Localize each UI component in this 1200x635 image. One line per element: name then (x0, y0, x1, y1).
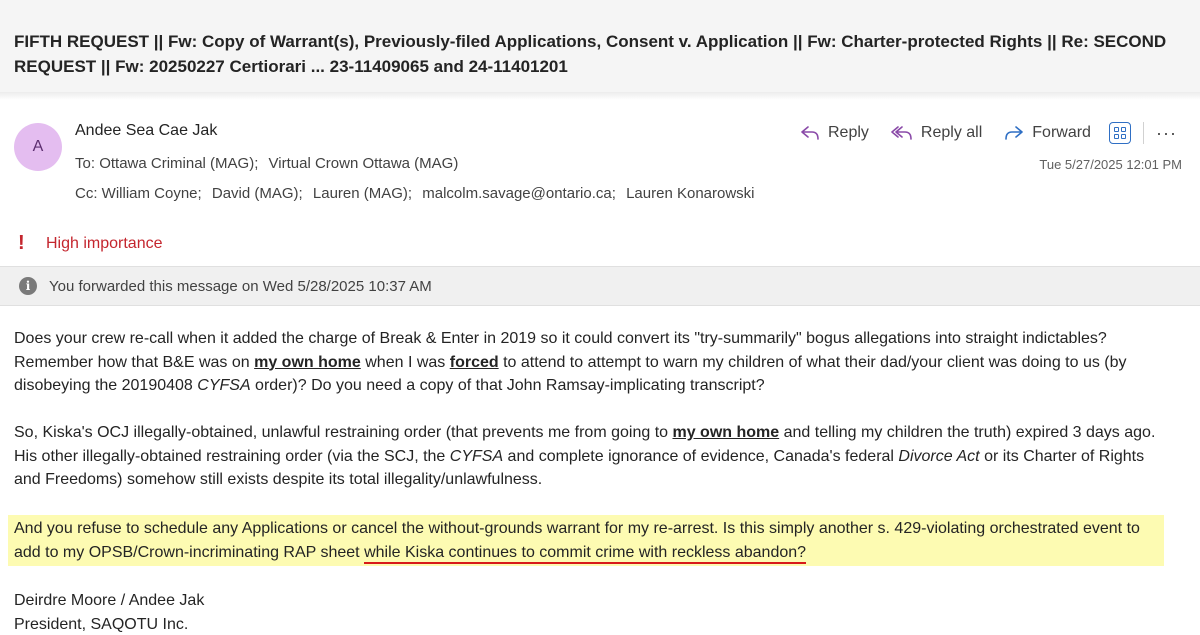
info-icon: i (19, 277, 37, 295)
body-text: Does your crew re-call when it added the charge of Break & Enter in 2019 so it could convert its "try-summarily" bogus allegations into straight indictables? Remember how that B&E was on (14, 330, 1107, 371)
importance-label: High importance (46, 234, 163, 252)
to-recipient[interactable]: Virtual Crown Ottawa (MAG) (268, 155, 459, 172)
body-bold-underlined: forced (449, 353, 499, 371)
forward-label: Forward (1032, 124, 1091, 141)
reply-all-label: Reply all (920, 124, 983, 141)
cc-recipient[interactable]: malcolm.savage@ontario.ca; (422, 185, 616, 202)
body-text: to attend to attempt to warn my children of what their dad/your client was doing to us (by disobeying the 20190408 (14, 353, 1127, 394)
message-body (14, 327, 1174, 635)
cc-line (75, 185, 761, 202)
body-paragraph (14, 327, 1174, 398)
reply-button[interactable] (800, 124, 869, 142)
body-text: order)? Do you need a copy of that John Ramsay-implicating transcript? (250, 377, 765, 394)
forward-button[interactable] (1004, 124, 1091, 142)
body-text: when I was (360, 353, 450, 371)
toolbar-divider (1143, 122, 1144, 144)
forward-icon (1004, 125, 1024, 141)
reply-label: Reply (828, 124, 869, 141)
more-icon[interactable]: ··· (1155, 122, 1177, 143)
to-label: To: (75, 155, 96, 172)
body-text: and complete ignorance of evidence, Canada's federal (503, 447, 899, 465)
subject-bar (0, 0, 1200, 92)
apps-icon[interactable] (1109, 122, 1131, 144)
body-italic: CYFSA (449, 447, 504, 465)
body-italic: CYFSA (197, 377, 251, 394)
forwarded-info-bar (0, 266, 1200, 306)
signature (14, 589, 1174, 635)
sender-avatar[interactable]: A (14, 123, 62, 171)
card-shadow (0, 92, 1200, 100)
forwarded-info-text: You forwarded this message on Wed 5/28/2025 10:37 AM (49, 277, 432, 295)
reply-icon (800, 125, 820, 141)
body-bold-underlined: my own home (254, 353, 361, 371)
cc-recipient[interactable]: William Coyne; (101, 185, 202, 202)
body-text: and telling my children the truth) expired 3 days ago. His other illegally-obtained restraining order (via the SCJ, the (14, 424, 1156, 465)
signature-line: President, SAQOTU Inc. (14, 615, 189, 633)
body-text: or its Charter of Rights and Freedoms) somehow still exists despite its total illegality/unlawfulness. (14, 447, 1145, 488)
body-paragraph (14, 421, 1174, 492)
message-date: Tue 5/27/2025 12:01 PM (1039, 157, 1182, 172)
importance-icon: ! (18, 232, 25, 254)
body-text: So, Kiska's OCJ illegally-obtained, unlawful restraining order (that prevents me from going to (14, 424, 673, 441)
cc-label: Cc: (75, 185, 98, 202)
body-bold-underlined: my own home (672, 424, 780, 441)
body-italic: Divorce Act (898, 447, 980, 465)
cc-recipient[interactable]: Lauren (MAG); (312, 185, 413, 202)
to-recipient[interactable]: Ottawa Criminal (MAG); (99, 155, 259, 172)
red-underlined-text: while Kiska continues to commit crime with reckless abandon? (364, 544, 806, 564)
sender-name[interactable]: Andee Sea Cae Jak (75, 122, 218, 139)
importance-banner (18, 232, 163, 255)
to-line (75, 155, 464, 172)
cc-recipient[interactable]: David (MAG); (211, 185, 303, 202)
reply-all-icon (891, 125, 913, 141)
highlighted-paragraph (8, 515, 1164, 566)
reply-all-button[interactable] (891, 124, 982, 142)
email-subject: FIFTH REQUEST || Fw: Copy of Warrant(s), Previously-filed Applications, Consent v. Application || Fw: Charter-protected Rights || Re: SECOND REQUEST || Fw: 20250227 Certiorari ... 23-11409065 and 24-11401201 (14, 32, 1167, 76)
cc-recipient[interactable]: Lauren Konarowski (626, 185, 755, 202)
signature-line: Deirdre Moore / Andee Jak (14, 592, 205, 609)
body-text: And you refuse to schedule any Applications or cancel the without-grounds warrant for my re-arrest. Is this simply another s. 429-violating orchestrated event to add to my OPSB/Crown-incriminating RAP sheet (14, 520, 1140, 561)
message-actions (800, 121, 1177, 145)
